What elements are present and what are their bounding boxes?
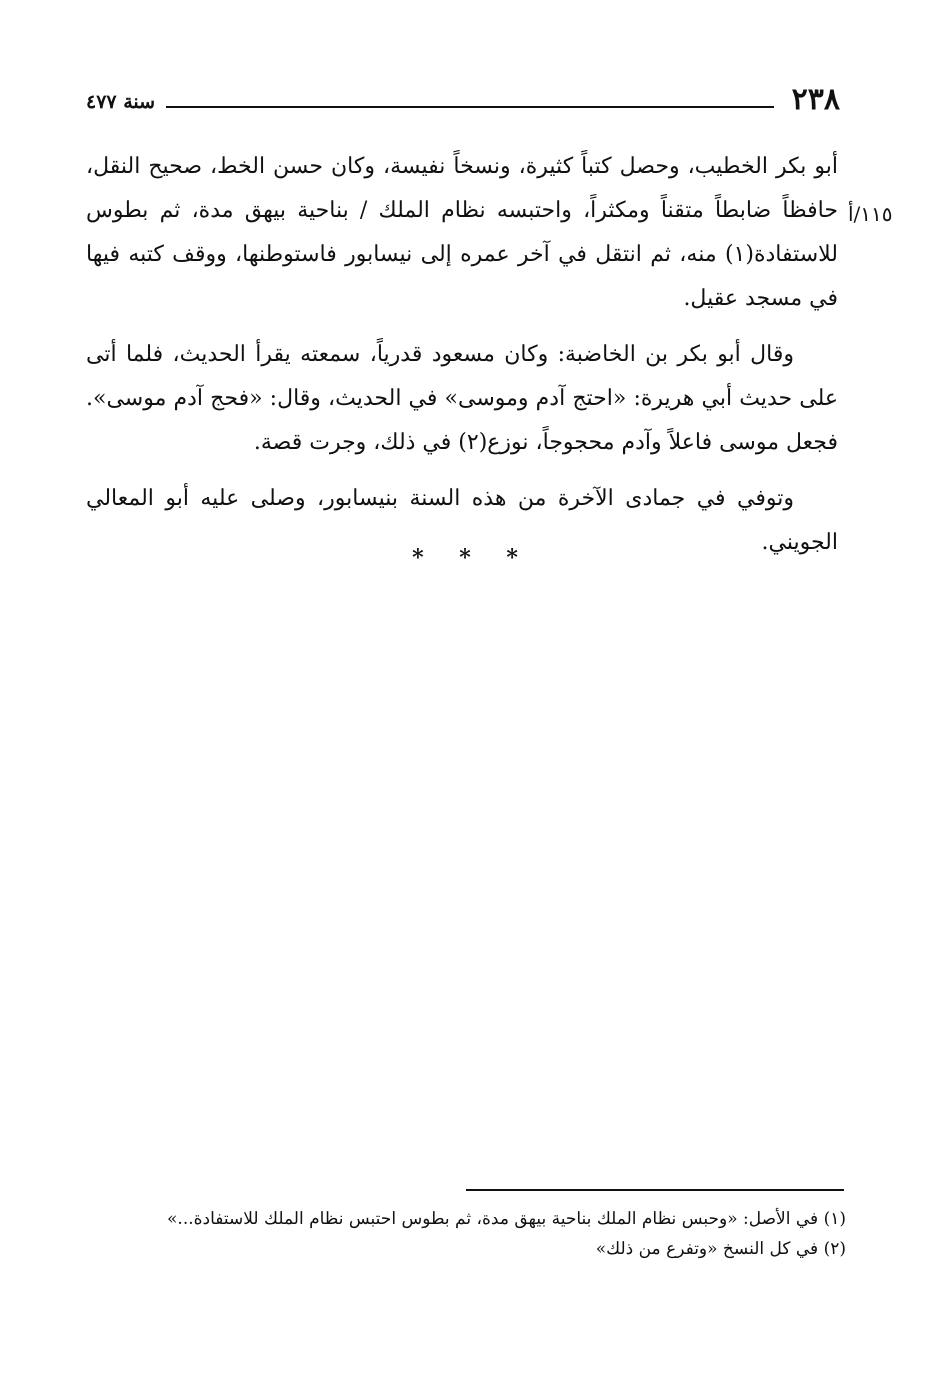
paragraph: وقال أبو بكر بن الخاضبة: وكان مسعود قدرياً، سمعته يقرأ الحديث، فلما أتى على حديث أبي هريرة: «احتج آدم وموسى» في الحديث، وقال: «فحج آدم موسى». فجعل موسى فاعلاً وآدم محجوجاً، نوزع(٢) في ذلك، وجرت قصة. bbox=[86, 342, 838, 455]
page-number: ٢٣٨ bbox=[791, 82, 840, 117]
paragraph: وتوفي في جمادى الآخرة من هذه السنة بنيسابور، وصلى عليه أبو المعالي الجويني. bbox=[86, 486, 838, 555]
footnote-rule bbox=[466, 1189, 844, 1191]
main-text bbox=[86, 145, 838, 577]
footnote: (٢) في كل النسخ «وتفرع من ذلك» bbox=[595, 1239, 846, 1259]
running-head: سنة ٤٧٧ bbox=[86, 91, 156, 113]
folio-margin-note: ١١٥/أ bbox=[848, 202, 893, 226]
header-rule bbox=[166, 106, 774, 108]
section-separator: * * * bbox=[412, 545, 532, 571]
footnote: (١) في الأصل: «وحبس نظام الملك بناحية بيهق مدة، ثم بطوس احتبس نظام الملك للاستفادة...» bbox=[167, 1209, 846, 1229]
page-header bbox=[86, 82, 840, 122]
paragraph: أبو بكر الخطيب، وحصل كتباً كثيرة، ونسخاً نفيسة، وكان حسن الخط، صحيح النقل، حافظاً ضابطاً متقناً ومكثراً، واحتبسه نظام الملك / بناحية بيهق مدة، ثم بطوس للاستفادة(١) منه، ثم انتقل في آخر عمره إلى نيسابور فاستوطنها، ووقف كتبه فيها في مسجد عقيل. bbox=[86, 154, 838, 311]
footnotes bbox=[120, 1204, 846, 1264]
